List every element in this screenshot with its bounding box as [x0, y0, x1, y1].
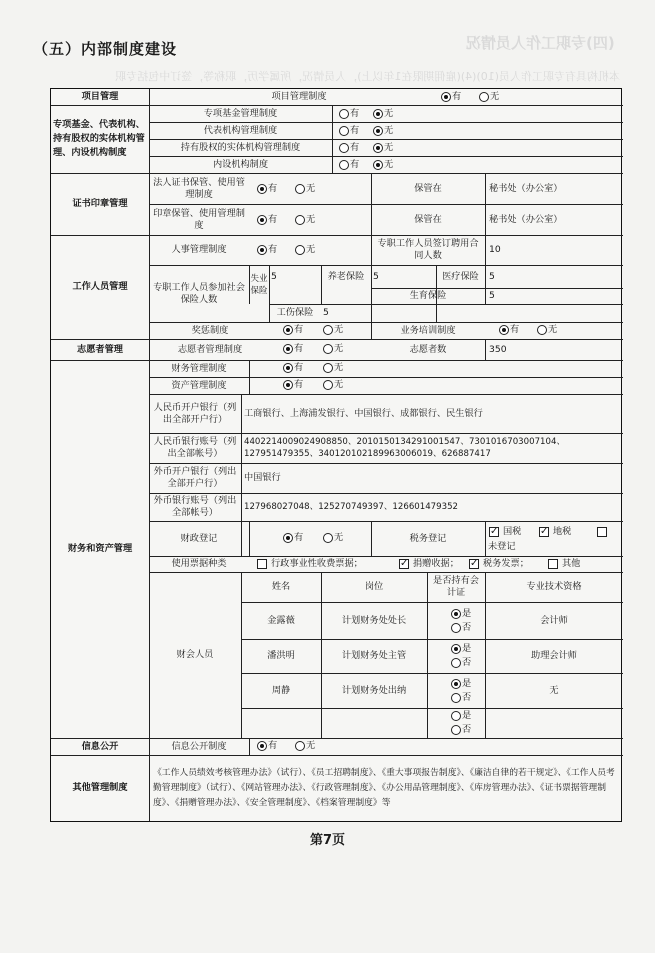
checkbox-national-tax[interactable]: ✓ — [490, 526, 499, 537]
item-finance: 财务管理制度 — [171, 362, 227, 374]
value-rmb-bank: 工商银行、上海浦发银行、中国银行、成都银行、民生银行 — [244, 407, 483, 419]
label-maternity: 生育保险 — [409, 290, 447, 301]
radio-label: 无 — [334, 532, 344, 543]
radio-label: 是 — [462, 678, 472, 689]
radio-label: 有 — [294, 324, 304, 335]
radio-equity-no[interactable] — [373, 143, 383, 153]
checkbox-label: 国税 — [503, 526, 522, 537]
radio-label: 无 — [334, 362, 344, 373]
radio-reward-no[interactable] — [323, 325, 333, 335]
label-finance-mgmt: 财务和资产管理 — [67, 543, 133, 554]
label-seal-mgmt: 证书印章管理 — [72, 198, 128, 209]
radio-label: 无 — [490, 91, 500, 102]
checkbox-label: 捐赠收据； — [413, 558, 459, 569]
checkbox-label: 未登记 — [488, 541, 516, 552]
radio-label: 无 — [334, 343, 344, 354]
item-tax-registration: 税务登记 — [409, 532, 447, 544]
value-kept-at-cert: 秘书处（办公室） — [489, 182, 563, 194]
radio-label: 有 — [294, 362, 304, 373]
value-injury: 5 — [323, 307, 329, 318]
radio-cert-yes-2[interactable] — [451, 644, 461, 654]
radio-label: 无 — [334, 324, 344, 335]
radio-cert-no-4[interactable] — [451, 725, 461, 735]
radio-cert-yes-1[interactable] — [451, 609, 461, 619]
radio-label: 有 — [294, 532, 304, 543]
radio-label: 是 — [462, 608, 472, 619]
radio-hr-yes[interactable] — [257, 245, 267, 255]
radio-label: 有 — [350, 159, 360, 170]
item-cert-keeping: 法人证书保管、使用管理制度 — [153, 176, 245, 200]
radio-label: 无 — [334, 379, 344, 390]
radio-label: 否 — [462, 692, 472, 703]
item-hr: 人事管理制度 — [171, 244, 227, 255]
radio-training-no[interactable] — [537, 325, 547, 335]
radio-training-yes[interactable] — [499, 325, 509, 335]
checkbox-receipt-tax[interactable]: ✓ — [470, 558, 479, 569]
table-cell-post: 计划财务处主管 — [341, 650, 407, 661]
radio-internal-yes[interactable] — [339, 160, 349, 170]
checkbox-tax-none[interactable] — [597, 527, 607, 537]
value-other-rules: 《工作人员绩效考核管理办法》（试行）、《员工招聘制度》、《重大事项报告制度》、《廉洁自律的若干规定》、《工作人员考勤管理制度》（试行）、《网站管理办法》、《行政管理制度》、《办公用品管理制度》、《库房管理办法》、《证书票据管理制度》、《捐赠管理办法》、《安全管理制度》、《档案管理制度》等 — [153, 767, 615, 808]
radio-rep-no[interactable] — [373, 126, 383, 136]
radio-label: 有 — [268, 740, 278, 751]
radio-asset-yes[interactable] — [283, 380, 293, 390]
radio-reward-yes[interactable] — [283, 325, 293, 335]
item-training: 业务培训制度 — [400, 324, 456, 336]
label-volunteer-count: 志愿者数 — [409, 343, 447, 355]
radio-finance-no[interactable] — [323, 363, 333, 373]
value-unemployment: 5 — [271, 270, 277, 282]
radio-label: 是 — [462, 710, 472, 721]
radio-label: 无 — [384, 125, 394, 136]
value-contract-count: 10 — [489, 244, 501, 255]
radio-fiscal-no[interactable] — [323, 533, 333, 543]
form-table — [50, 88, 622, 822]
item-project-mgmt: 项目管理制度 — [271, 91, 327, 102]
value-medical: 5 — [489, 270, 495, 282]
checkbox-label: 其他 — [562, 558, 581, 569]
value-maternity: 5 — [489, 290, 495, 301]
col-header-name: 姓名 — [271, 581, 291, 592]
radio-asset-no[interactable] — [323, 380, 333, 390]
item-fund: 专项基金管理制度 — [203, 107, 278, 119]
label-rmb-account: 人民币银行账号（列出全部帐号） — [153, 436, 237, 459]
item-asset: 资产管理制度 — [171, 379, 227, 391]
checkbox-receipt-donation[interactable]: ✓ — [400, 558, 409, 569]
radio-label: 是 — [462, 643, 472, 654]
item-volunteer: 志愿者管理制度 — [177, 343, 243, 355]
page-title: （五）内部制度建设 — [33, 40, 178, 58]
table-cell-name: 周静 — [271, 684, 291, 696]
radio-label: 无 — [306, 214, 316, 225]
label-insurance-count: 专职工作人员参加社会保险人数 — [153, 281, 245, 305]
radio-cert-no[interactable] — [295, 184, 305, 194]
value-rmb-account: 4402214009024908850、2010150134291001547、7301016703007104、127951479355、340120102189963006019、626887417 — [244, 437, 566, 459]
value-volunteer-count: 350 — [489, 343, 507, 355]
item-reward: 奖惩制度 — [191, 324, 229, 336]
radio-project-yes[interactable] — [441, 92, 451, 102]
radio-finance-yes[interactable] — [283, 363, 293, 373]
radio-cert-no-3[interactable] — [451, 693, 461, 703]
label-medical: 医疗保险 — [442, 270, 479, 282]
table-cell-name: 潘洪明 — [267, 650, 295, 661]
label-staff-mgmt: 工作人员管理 — [72, 281, 128, 292]
radio-label: 有 — [268, 183, 278, 194]
label-rmb-bank: 人民币开户银行（列出全部开户行） — [153, 401, 237, 425]
radio-cert-no-1[interactable] — [451, 623, 461, 633]
radio-cert-yes[interactable] — [257, 184, 267, 194]
item-info-disclosure: 信息公开制度 — [171, 740, 227, 752]
radio-label: 有 — [268, 214, 278, 225]
item-equity-entity: 持有股权的实体机构管理制度 — [180, 141, 301, 153]
table-cell-post: 计划财务处处长 — [341, 614, 407, 626]
item-internal-org: 内设机构制度 — [212, 158, 269, 170]
radio-label: 有 — [452, 91, 462, 102]
value-fx-account: 127968027048、125270749397、126601479352 — [244, 502, 459, 512]
radio-label: 否 — [462, 657, 472, 668]
label-volunteer-mgmt: 志愿者管理 — [77, 343, 123, 355]
label-other-rules: 其他管理制度 — [72, 782, 128, 793]
radio-volunteer-yes[interactable] — [283, 344, 293, 354]
table-cell-name: 金露薇 — [267, 614, 295, 626]
label-unemployment: 失业保险 — [250, 273, 268, 296]
label-fx-bank: 外币开户银行（列出全部开户行） — [153, 466, 237, 489]
col-header-post: 岗位 — [364, 581, 384, 592]
checkbox-local-tax[interactable]: ✓ — [540, 526, 549, 537]
label-kept-at: 保管在 — [414, 213, 442, 225]
label-kept-at: 保管在 — [414, 182, 442, 194]
radio-internal-no[interactable] — [373, 160, 383, 170]
radio-equity-yes[interactable] — [339, 143, 349, 153]
checkbox-label: 地税 — [553, 526, 572, 537]
radio-rep-yes[interactable] — [339, 126, 349, 136]
radio-label: 无 — [548, 324, 558, 335]
label-pension: 养老保险 — [327, 270, 365, 282]
radio-label: 无 — [384, 159, 394, 170]
label-contract-count: 专职工作人员签订聘用合同人数 — [377, 238, 479, 261]
col-header-qual: 专业技术资格 — [526, 581, 582, 592]
table-cell-post: 计划财务处出纳 — [341, 684, 407, 696]
radio-hr-no[interactable] — [295, 245, 305, 255]
label-receipt-types: 使用票据种类 — [171, 558, 227, 569]
radio-label: 有 — [350, 142, 360, 153]
checkbox-receipt-admin[interactable] — [257, 559, 267, 569]
table-cell-qual: 助理会计师 — [531, 650, 577, 661]
radio-seal-no[interactable] — [295, 215, 305, 225]
radio-fiscal-yes[interactable] — [283, 533, 293, 543]
radio-label: 有 — [268, 244, 278, 255]
radio-label: 有 — [350, 108, 360, 119]
label-project-mgmt: 项目管理 — [81, 91, 119, 102]
checkbox-receipt-other[interactable] — [548, 559, 558, 569]
radio-label: 无 — [384, 142, 394, 153]
radio-label: 有 — [350, 125, 360, 136]
page-number: 第7页 — [309, 833, 346, 848]
radio-info-yes[interactable] — [257, 741, 267, 751]
col-header-cert: 是否持有会计证 — [433, 575, 479, 598]
value-kept-at-seal: 秘书处（办公室） — [489, 213, 563, 225]
radio-fund-no[interactable] — [373, 109, 383, 119]
radio-label: 否 — [462, 622, 472, 633]
radio-label: 有 — [510, 324, 520, 335]
item-rep-office: 代表机构管理制度 — [203, 124, 278, 136]
checkbox-label: 行政事业性收费票据； — [271, 558, 363, 569]
label-accountants: 财会人员 — [176, 649, 214, 660]
radio-label: 否 — [462, 724, 472, 735]
table-cell-qual: 无 — [549, 684, 559, 696]
radio-label: 无 — [306, 183, 316, 194]
radio-label: 无 — [384, 108, 394, 119]
bleed-heading: (四)专职工作人员情况 — [466, 34, 615, 52]
label-injury: 工伤保险 — [276, 307, 314, 318]
radio-label: 无 — [306, 244, 316, 255]
label-info-disclosure: 信息公开 — [81, 740, 119, 752]
radio-label: 无 — [306, 740, 316, 751]
label-fx-account: 外币银行账号（列出全部帐号） — [153, 495, 237, 518]
radio-volunteer-no[interactable] — [323, 344, 333, 354]
radio-cert-no-2[interactable] — [451, 658, 461, 668]
item-fiscal-registration: 财政登记 — [180, 532, 218, 544]
radio-project-no[interactable] — [479, 92, 489, 102]
radio-cert-yes-4[interactable] — [451, 711, 461, 721]
radio-info-no[interactable] — [295, 741, 305, 751]
value-pension: 5 — [373, 270, 379, 282]
table-cell-qual: 会计师 — [540, 614, 568, 626]
radio-label: 有 — [294, 379, 304, 390]
label-fund-mgmt: 专项基金、代表机构、持有股权的实体机构管理、内设机构制度 — [53, 119, 145, 158]
item-seal-keeping: 印章保管、使用管理制度 — [153, 207, 245, 231]
radio-fund-yes[interactable] — [339, 109, 349, 119]
radio-seal-yes[interactable] — [257, 215, 267, 225]
value-fx-bank: 中国银行 — [244, 472, 281, 483]
radio-cert-yes-3[interactable] — [451, 679, 461, 689]
bleed-line: 本机构具有专职工作人员(10)(4)(雇佣期限在1年以上)，人员情况，所属学历，职称等，签订中包括专职 — [115, 70, 620, 83]
checkbox-label: 税务发票； — [483, 558, 529, 569]
radio-label: 有 — [294, 343, 304, 354]
